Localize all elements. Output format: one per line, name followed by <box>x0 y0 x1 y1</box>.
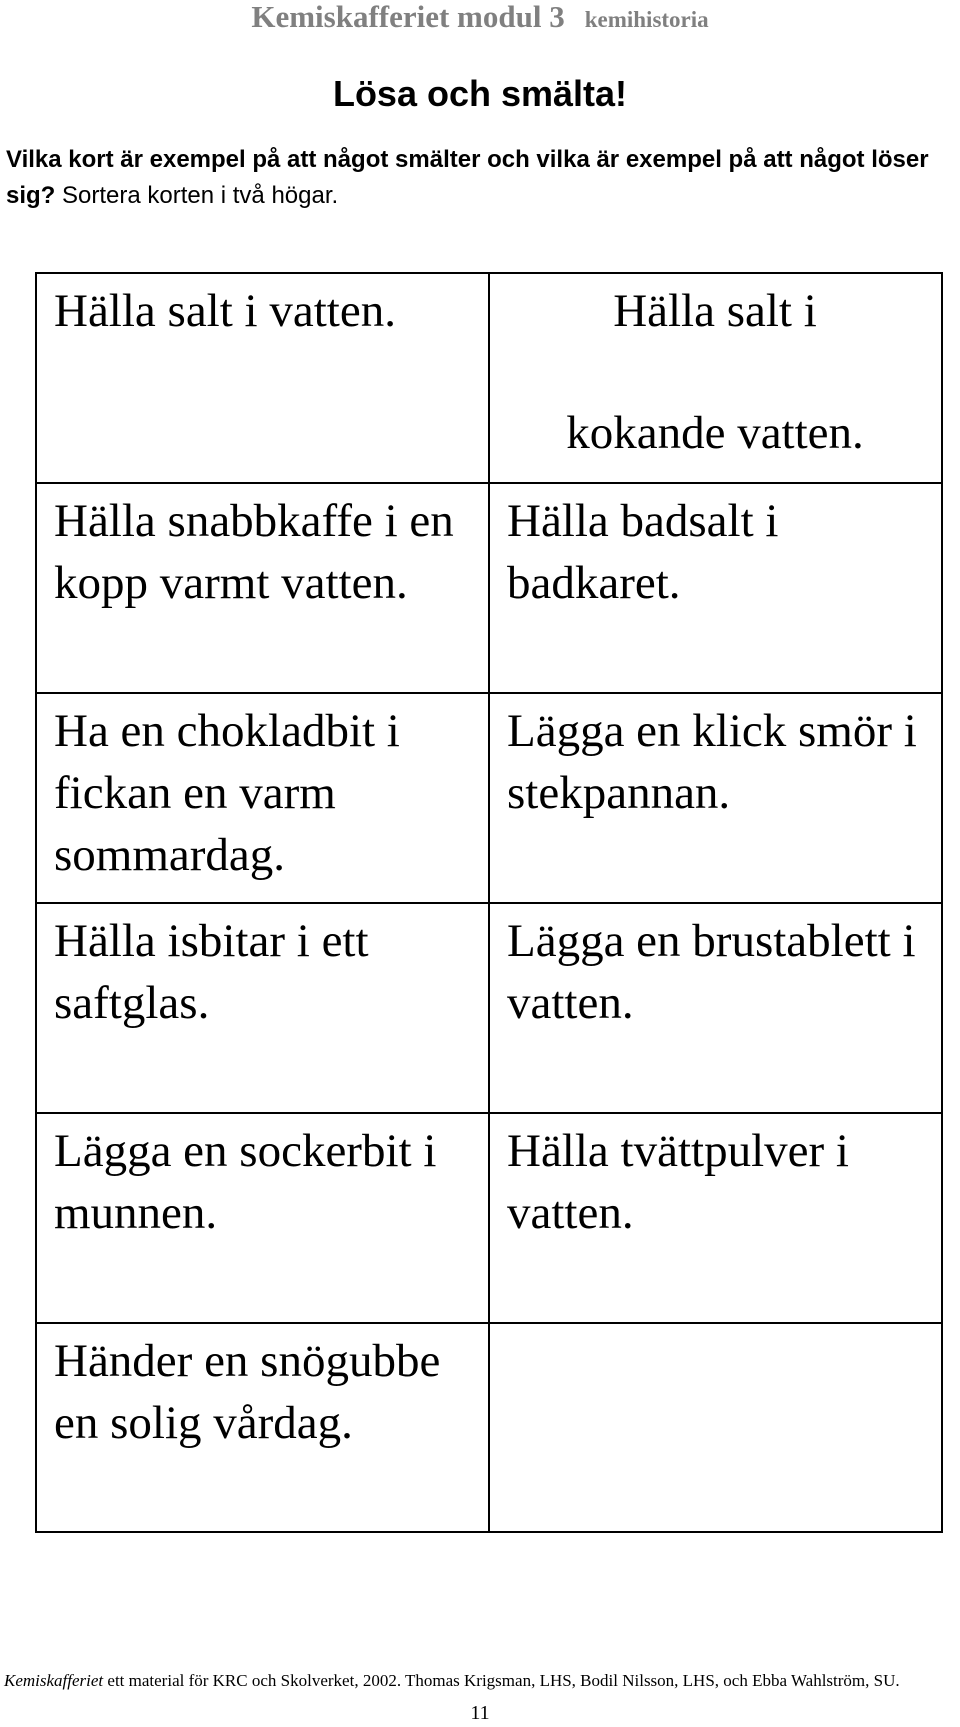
card-right-1-line1: Hälla salt i <box>613 285 817 337</box>
module-topic: kemihistoria <box>584 7 709 32</box>
module-title: Kemiskafferiet modul 3 <box>251 0 565 34</box>
card-right-6-empty <box>490 1324 943 1533</box>
card-left-3: Ha en chokladbit i fickan en varm sommardag. <box>37 694 490 904</box>
card-left-6: Händer en snögubbe en solig vårdag. <box>37 1324 490 1533</box>
card-right-1-line2: kokande vatten. <box>566 407 864 459</box>
card-right-4: Lägga en brustablett i vatten. <box>490 904 943 1114</box>
footer-credits-text: ett material för KRC och Skolverket, 2002. Thomas Krigsman, LHS, Bodil Nilsson, LHS, och Ebba Wahlström, SU. <box>107 1671 900 1690</box>
card-left-4: Hälla isbitar i ett saftglas. <box>37 904 490 1114</box>
card-grid <box>35 272 943 1533</box>
card-right-1 <box>490 274 943 484</box>
footer-credits <box>4 1670 960 1692</box>
page-number: 11 <box>470 1702 490 1724</box>
card-right-3: Lägga en klick smör i stekpannan. <box>490 694 943 904</box>
card-right-5: Hälla tvättpulver i vatten. <box>490 1114 943 1324</box>
page-title: Lösa och smälta! <box>332 73 628 114</box>
page-header <box>0 0 960 40</box>
instructions <box>6 142 956 214</box>
card-left-5: Lägga en sockerbit i munnen. <box>37 1114 490 1324</box>
card-left-1: Hälla salt i vatten. <box>37 274 490 484</box>
footer-brand: Kemiskafferiet <box>4 1671 104 1690</box>
instructions-question: Vilka kort är exempel på att något smälter och vilka är exempel på att något löser sig? <box>6 146 929 209</box>
card-left-2: Hälla snabbkaffe i en kopp varmt vatten. <box>37 484 490 694</box>
instructions-task: Sortera korten i två högar. <box>62 182 339 209</box>
card-right-2: Hälla badsalt i badkaret. <box>490 484 943 694</box>
